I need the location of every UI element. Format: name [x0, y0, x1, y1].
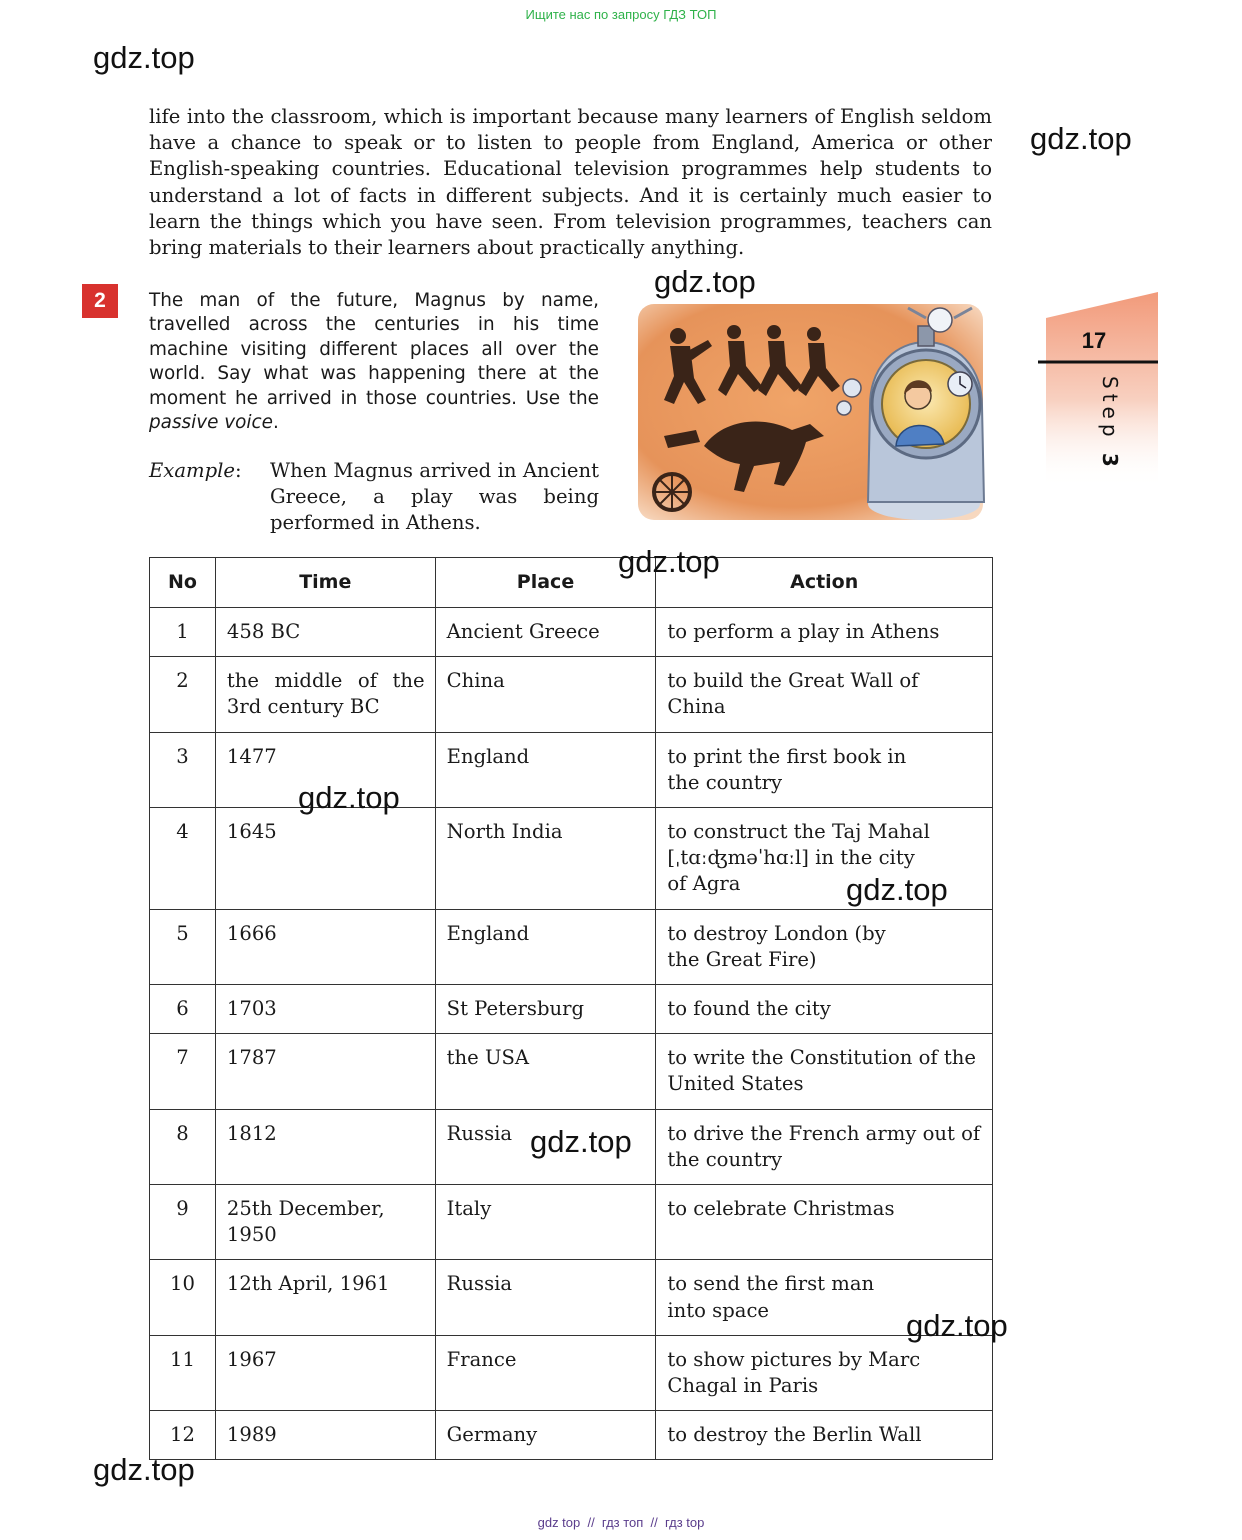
cell-no: 6	[150, 985, 216, 1034]
footer-links: gdz top // гдз топ // гдз top	[537, 1515, 705, 1530]
step-word: Step	[1098, 376, 1122, 442]
events-table	[149, 557, 993, 1460]
cell-no: 9	[150, 1185, 216, 1260]
cell-time: 25th December, 1950	[215, 1185, 435, 1260]
cell-no: 2	[150, 657, 216, 732]
watermark: gdz.top	[846, 872, 948, 907]
cell-place: Ancient Greece	[435, 608, 656, 657]
cell-time: 1666	[215, 909, 435, 984]
header-action: Action	[656, 558, 993, 608]
cell-time: 1477	[215, 732, 435, 807]
cell-time: 1989	[215, 1411, 435, 1460]
cell-action: to perform a play in Athens	[656, 608, 993, 657]
table-row	[150, 657, 993, 732]
cell-time: 1703	[215, 985, 435, 1034]
table-row	[150, 1335, 993, 1410]
task-emphasis: passive voice	[149, 412, 273, 434]
watermark: gdz.top	[618, 544, 720, 579]
example-colon: :	[235, 459, 242, 482]
cell-time: 1967	[215, 1335, 435, 1410]
cell-action: to celebrate Christmas	[656, 1185, 993, 1260]
watermark: gdz.top	[93, 40, 195, 75]
watermark: gdz.top	[906, 1308, 1008, 1343]
time-machine-illustration	[634, 296, 996, 528]
page-number: 17	[1081, 328, 1107, 353]
task-end: .	[272, 412, 279, 434]
cell-no: 3	[150, 732, 216, 807]
task-text: The man of the future, Magnus by name, travelled across the centuries in his time machine visiting different places all over the world. Say what was happening there at the moment he arrived in those countries. Use the	[149, 290, 599, 409]
cell-no: 11	[150, 1335, 216, 1410]
cell-action: to send the first man into space	[656, 1260, 993, 1335]
cell-no: 4	[150, 808, 216, 910]
cell-time: 1645	[215, 808, 435, 910]
header-time: Time	[215, 558, 435, 608]
cell-place: England	[435, 732, 656, 807]
cell-no: 5	[150, 909, 216, 984]
header-no: No	[150, 558, 216, 608]
cell-place: Russia	[435, 1260, 656, 1335]
cell-place: North India	[435, 808, 656, 910]
table-row	[150, 732, 993, 807]
intro-paragraph: life into the classroom, which is important because many learners of English seldom have a chance to speak or to listen to people from England, America or other English-speaking countries. Educational television programmes help students to understand a lot of facts in different subjects. And it is certainly much easier to learn the things which you have seen. From television programmes, teachers can bring materials to their learners about practically anything.	[149, 105, 992, 260]
cell-no: 12	[150, 1411, 216, 1460]
example-block	[149, 458, 599, 537]
cell-place: England	[435, 909, 656, 984]
cell-time: 1812	[215, 1109, 435, 1184]
watermark: gdz.top	[1030, 121, 1132, 156]
table-row	[150, 985, 993, 1034]
cell-no: 7	[150, 1034, 216, 1109]
table-row	[150, 1034, 993, 1109]
cell-place: China	[435, 657, 656, 732]
cell-no: 1	[150, 608, 216, 657]
cell-action: to print the first book in the country	[656, 732, 993, 807]
top-banner: Ищите нас по запросу ГДЗ ТОП	[525, 7, 717, 22]
cell-time: 458 BC	[215, 608, 435, 657]
table-row	[150, 1411, 993, 1460]
cell-action: to build the Great Wall of China	[656, 657, 993, 732]
cell-action: to destroy the Berlin Wall	[656, 1411, 993, 1460]
cell-place: Russia	[435, 1109, 656, 1184]
cell-no: 10	[150, 1260, 216, 1335]
cell-action: to found the city	[656, 985, 993, 1034]
cell-action: to drive the French army out of the country	[656, 1109, 993, 1184]
table-row	[150, 1185, 993, 1260]
watermark: gdz.top	[654, 264, 756, 299]
table-row	[150, 909, 993, 984]
cell-place: the USA	[435, 1034, 656, 1109]
cell-action: to destroy London (by the Great Fire)	[656, 909, 993, 984]
step-label	[1072, 376, 1122, 486]
cell-action: to write the Constitution of the United States	[656, 1034, 993, 1109]
cell-time: 12th April, 1961	[215, 1260, 435, 1335]
cell-no: 8	[150, 1109, 216, 1184]
exercise-number-badge: 2	[82, 284, 118, 318]
cell-time: the middle of the 3rd century BC	[215, 657, 435, 732]
cell-time: 1787	[215, 1034, 435, 1109]
cell-place: France	[435, 1335, 656, 1410]
table-row	[150, 1260, 993, 1335]
cell-place: Italy	[435, 1185, 656, 1260]
table-header-row	[150, 558, 993, 608]
watermark: gdz.top	[530, 1124, 632, 1159]
table-row	[150, 608, 993, 657]
example-text: When Magnus arrived in Ancient Greece, a play was being performed in Athens.	[270, 459, 599, 535]
exercise-task	[149, 289, 599, 435]
cell-place: St Petersburg	[435, 985, 656, 1034]
cell-action: to show pictures by Marc Chagal in Paris	[656, 1335, 993, 1410]
watermark: gdz.top	[298, 780, 400, 815]
example-label-wrap	[149, 458, 242, 484]
cell-action: to construct the Taj Mahal [ˌtɑːʤməˈhɑːl] in the city of Agra	[656, 808, 993, 910]
header-place: Place	[435, 558, 656, 608]
cell-place: Germany	[435, 1411, 656, 1460]
watermark: gdz.top	[93, 1452, 195, 1487]
step-number: 3	[1098, 452, 1122, 472]
example-label: Example	[149, 459, 236, 482]
